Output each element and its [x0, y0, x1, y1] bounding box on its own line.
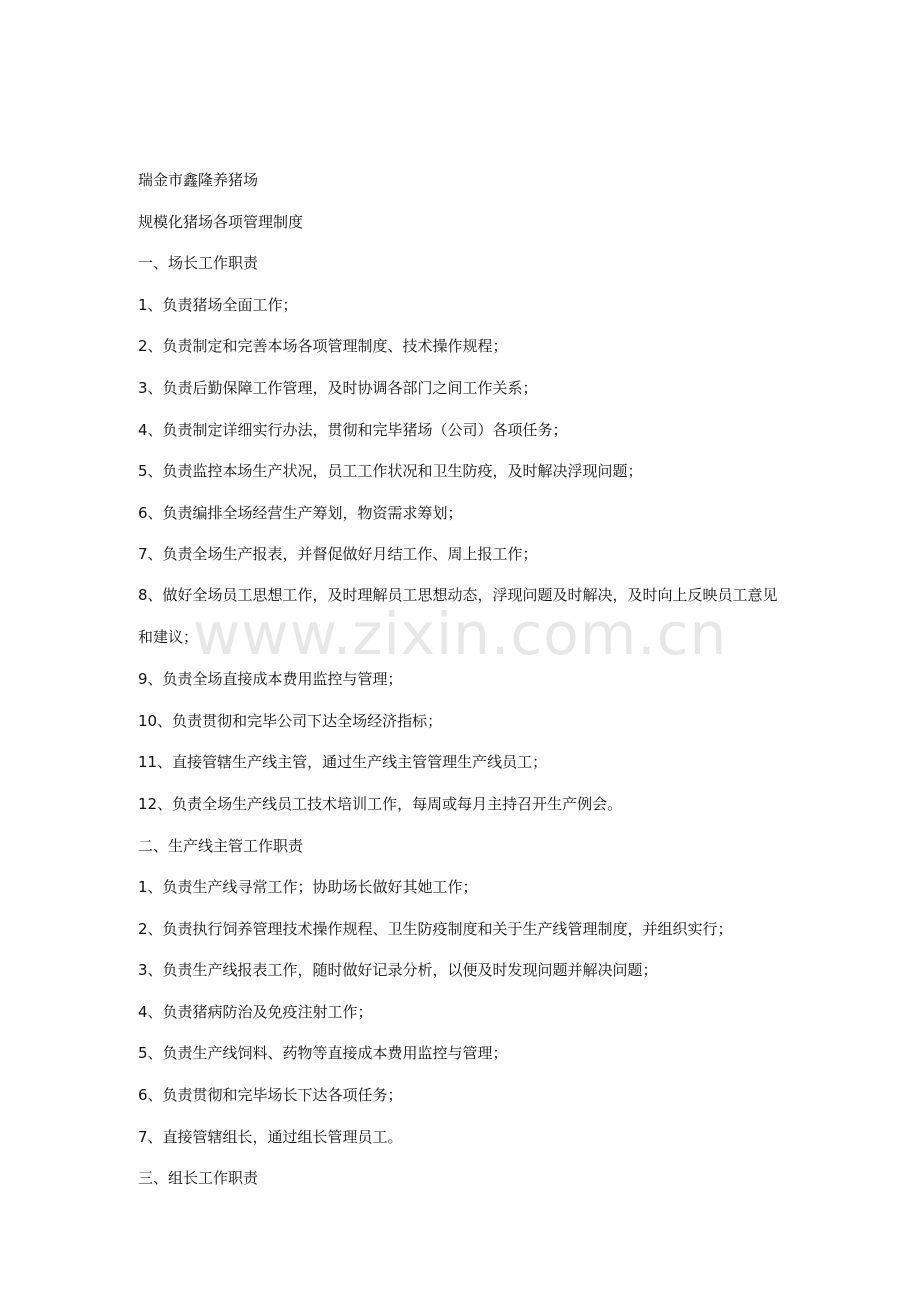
list-item: 7、直接管辖组长，通过组长管理员工。: [138, 1127, 403, 1146]
document-title: 规模化猪场各项管理制度: [138, 212, 304, 231]
list-item: 6、负责贯彻和完毕场长下达各项任务；: [138, 1086, 403, 1105]
organization-name: 瑞金市鑫隆养猪场: [138, 171, 259, 189]
list-item: 12、负责全场生产线员工技术培训工作，每周或每月主持召开生产例会。: [138, 794, 623, 813]
list-item: 4、负责猪病防治及免疫注射工作；: [138, 1002, 373, 1021]
section-heading: 三、组长工作职责: [138, 1169, 259, 1188]
document-body: [138, 166, 798, 1206]
list-item: 2、负责制定和完善本场各项管理制度、技术操作规程；: [138, 337, 508, 356]
section-heading: 二、生产线主管工作职责: [138, 836, 304, 855]
list-item: 1、负责猪场全面工作；: [138, 295, 298, 314]
list-item: 1、负责生产线寻常工作；协助场长做好其她工作；: [138, 878, 478, 897]
list-item: 5、负责监控本场生产状况，员工工作状况和卫生防疫，及时解决浮现问题；: [138, 462, 643, 481]
list-item: 8、做好全场员工思想工作，及时理解员工思想动态，浮现问题及时解决，及时向上反映员工意见和建议；: [138, 586, 778, 646]
list-item: 6、负责编排全场经营生产筹划，物资需求筹划；: [138, 503, 463, 522]
list-item: 3、负责生产线报表工作，随时做好记录分析，以便及时发现问题并解决问题；: [138, 961, 658, 980]
list-item: 9、负责全场直接成本费用监控与管理；: [138, 670, 403, 689]
list-item: 10、负责贯彻和完毕公司下达全场经济指标；: [138, 711, 443, 730]
list-item: 7、负责全场生产报表，并督促做好月结工作、周上报工作；: [138, 545, 538, 564]
list-item: 4、负责制定详细实行办法，贯彻和完毕猪场（公司）各项任务；: [138, 420, 568, 439]
watermark: www.zixin.com.cn: [192, 600, 728, 668]
list-item: 3、负责后勤保障工作管理，及时协调各部门之间工作关系；: [138, 378, 538, 397]
list-item: 2、负责执行饲养管理技术操作规程、卫生防疫制度和关于生产线管理制度，并组织实行；: [138, 919, 733, 938]
list-item: 5、负责生产线饲料、药物等直接成本费用监控与管理；: [138, 1044, 508, 1063]
section-heading: 一、场长工作职责: [138, 254, 259, 273]
list-item: 11、直接管辖生产线主管，通过生产线主管管理生产线员工；: [138, 753, 548, 772]
